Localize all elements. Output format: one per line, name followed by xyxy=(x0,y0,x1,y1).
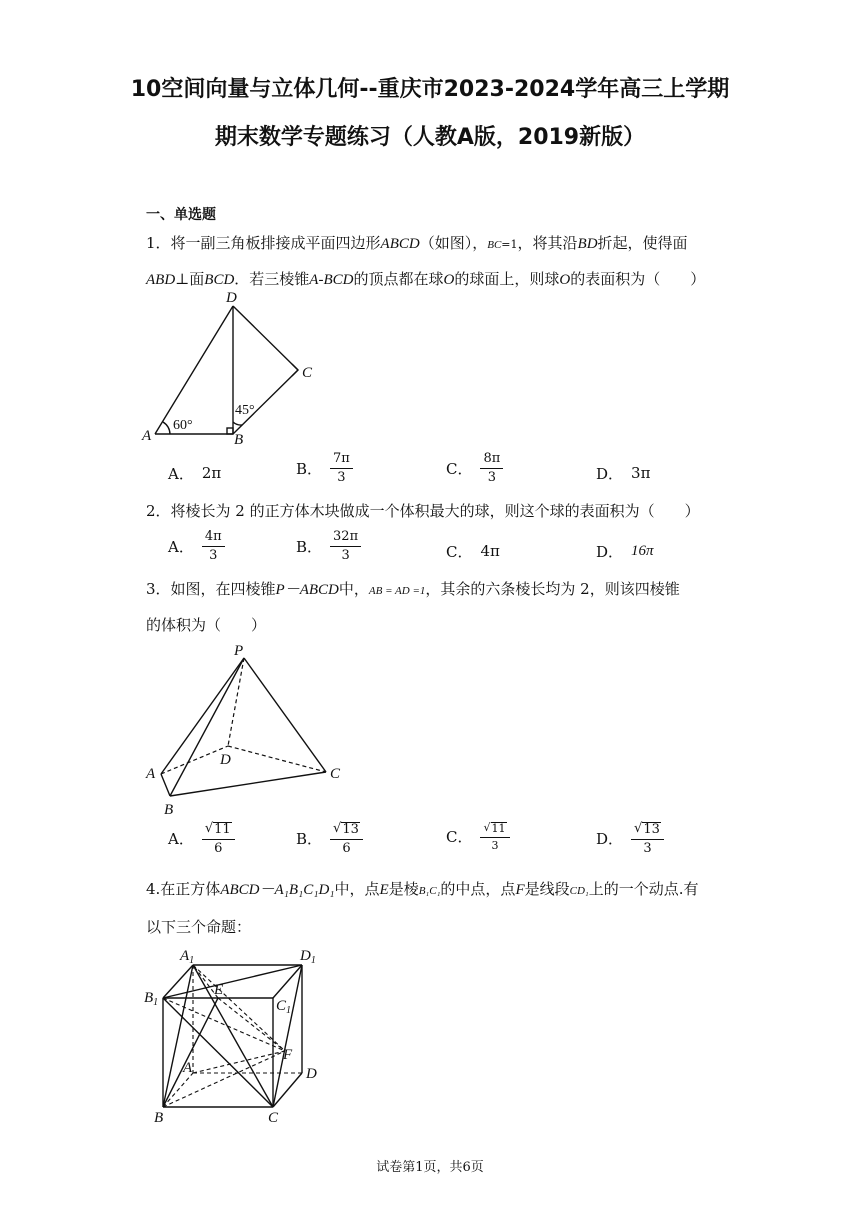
q3-option-a[interactable]: A． √ 11 6 xyxy=(168,822,235,855)
q3-option-d[interactable]: D． √ 13 3 xyxy=(596,822,664,855)
q2-option-c[interactable]: C． 4π xyxy=(446,542,500,561)
q1-edge-dc xyxy=(233,306,298,370)
q4-label-d: D xyxy=(306,1066,317,1082)
q1-label-c: C xyxy=(302,365,313,381)
q4-line-be xyxy=(163,998,218,1107)
q3-edge-pb xyxy=(170,658,244,796)
q1-angle-60: 60° xyxy=(173,418,193,433)
q1-arc-60 xyxy=(163,422,170,434)
q1-line2: ABD⊥面BCD．若三棱锥A-BCD的顶点都在球O的球面上，则球O的表面积为（ ） xyxy=(146,270,706,288)
q1-edge-ad xyxy=(155,306,233,434)
q4-edge-c1d1 xyxy=(273,965,302,998)
q3-edge-ab xyxy=(161,774,170,796)
q4-line-a1f xyxy=(193,965,285,1051)
document-title-line1: 10空间向量与立体几何--重庆市2023-2024学年高三上学期 xyxy=(130,77,730,102)
q1-angle-45: 45° xyxy=(235,403,255,418)
q3-label-d: D xyxy=(220,752,231,768)
q4-line2: 以下三个命题： xyxy=(146,918,252,936)
q3-edge-bc xyxy=(170,772,326,796)
q1-option-a[interactable]: A． 2π xyxy=(168,464,222,483)
q3-label-b: B xyxy=(164,802,174,818)
q4-line-ef xyxy=(218,998,285,1051)
q1-label-b: B xyxy=(234,432,244,448)
q3-edge-pc xyxy=(244,658,326,772)
q4-edge-b1a1 xyxy=(163,965,193,998)
q3-option-b[interactable]: B． √ 13 6 xyxy=(296,822,363,855)
q4-label-e: E xyxy=(214,982,224,998)
q2-text: 2．将棱长为 2 的正方体木块做成一个体积最大的球，则这个球的表面积为（ ） xyxy=(146,502,700,520)
q3-edge-pd xyxy=(228,658,244,746)
section-heading: 一、单选题 xyxy=(146,207,216,223)
q2-option-b[interactable]: B． $\frac{32\pi}{3}$ xyxy=(296,530,361,562)
q3-option-c[interactable]: C． √ 11 3 xyxy=(446,822,510,851)
q1-right-angle-b xyxy=(227,428,233,434)
q4-line-b1f xyxy=(163,998,285,1051)
q4-line-b1d1 xyxy=(163,965,302,998)
q4-label-b1: $B_1$ xyxy=(144,990,159,1008)
q2-option-a[interactable]: A． $\frac{4\pi}{3}$ xyxy=(168,530,225,562)
q1-figure xyxy=(140,288,330,450)
q4-label-c: C xyxy=(268,1110,279,1126)
q3-edge-dc xyxy=(228,746,326,772)
q4-line1: 4.在正方体ABCD－A₁B₁C₁D₁中，点E是棱B₁C₁的中点，点F是线段CD₁上的一个动点.有 xyxy=(146,880,699,898)
q4-label-c1: $C_1$ xyxy=(276,998,292,1016)
q1-option-b[interactable]: B． $\frac{7\pi}{3}$ xyxy=(296,452,353,484)
document-title-line2: 期末数学专题练习（人教A版，2019新版） xyxy=(214,125,646,150)
q4-edge-cd xyxy=(273,1073,302,1107)
q1-option-d[interactable]: D． 3π xyxy=(596,464,651,483)
q3-line2: 的体积为（ ） xyxy=(146,616,267,634)
q1-line1: 1．将一副三角板排接成平面四边形ABCD（如图），BC=1，将其沿BD折起，使得面 xyxy=(146,234,688,252)
q1-label-a: A xyxy=(142,428,152,444)
q4-line-b1c xyxy=(163,998,273,1107)
q1-label-d: D xyxy=(226,290,237,306)
q4-line-ba1 xyxy=(163,965,193,1107)
q4-label-f: F xyxy=(283,1047,293,1063)
page-footer: 试卷第1页，共6页 xyxy=(376,1160,484,1175)
q4-line-cd1 xyxy=(273,965,302,1107)
q3-label-a: A xyxy=(146,766,156,782)
q3-label-c: C xyxy=(330,766,341,782)
q3-label-p: P xyxy=(234,643,244,659)
q4-label-a: A xyxy=(183,1060,193,1076)
q4-label-b: B xyxy=(154,1110,164,1126)
q3-line1: 3．如图，在四棱锥P－ABCD中，AB = AD =1，其余的六条棱长均为 2，则该四棱锥 xyxy=(146,580,680,598)
q1-right-angle-c xyxy=(292,364,298,376)
q4-line-a1c xyxy=(193,965,273,1107)
q1-option-c[interactable]: C． $\frac{8\pi}{3}$ xyxy=(446,452,503,484)
q4-line-af xyxy=(193,1051,285,1073)
q4-figure xyxy=(140,940,340,1130)
q2-option-d[interactable]: D． 16π xyxy=(596,542,654,561)
q3-figure xyxy=(140,638,360,818)
q1-arc-45 xyxy=(233,422,242,425)
q1-edge-bc xyxy=(233,370,298,434)
q4-label-d1: $D_1$ xyxy=(300,948,316,966)
q4-label-a1: $A_1$ xyxy=(180,948,195,966)
